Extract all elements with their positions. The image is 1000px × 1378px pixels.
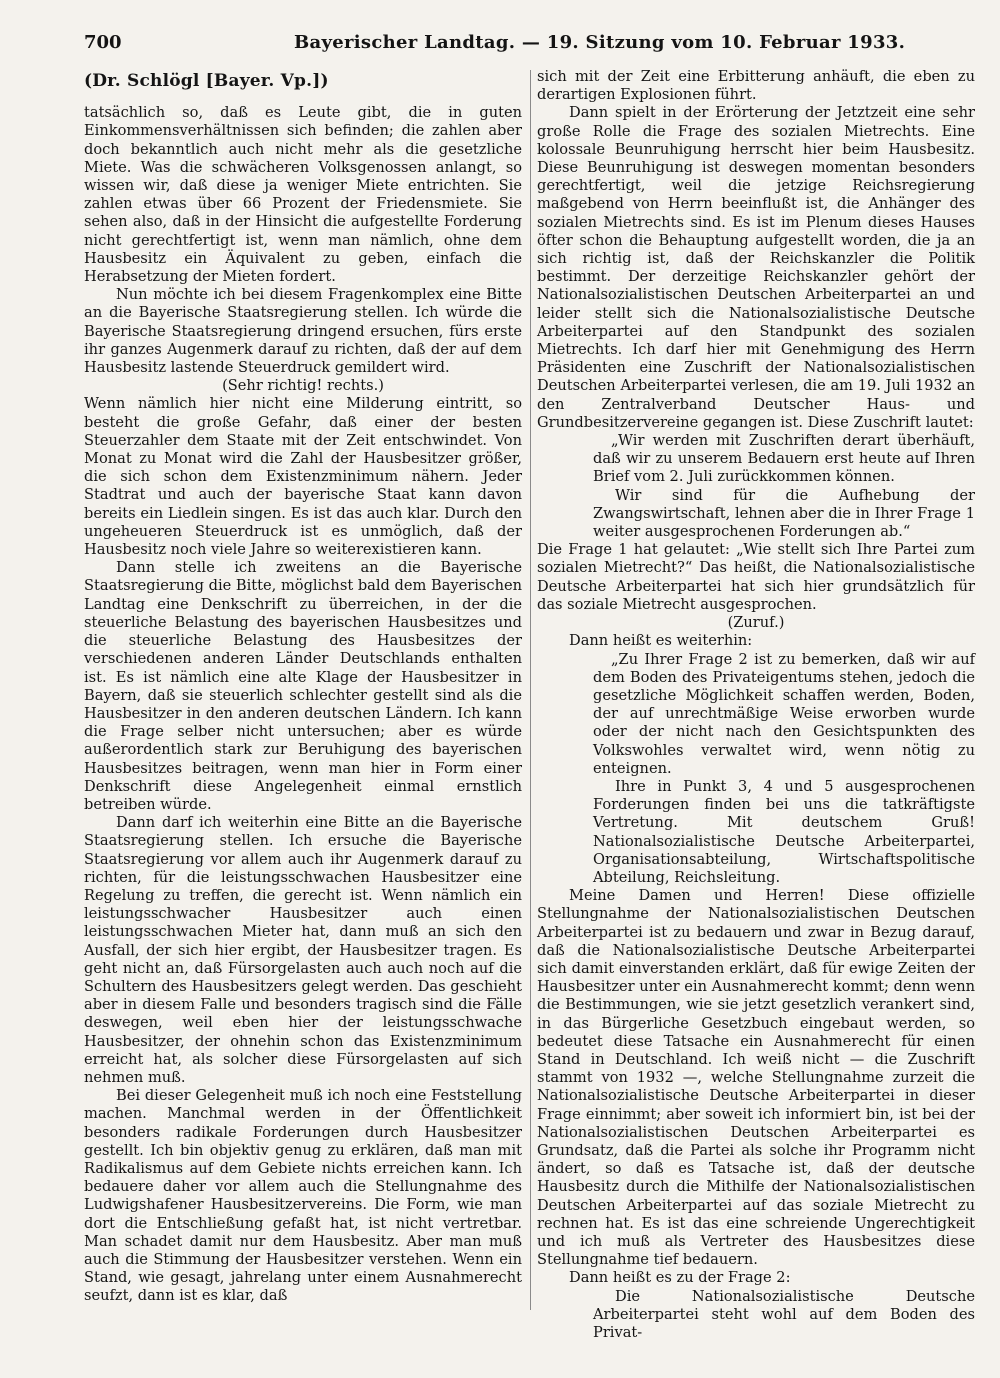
paragraph: Dann darf ich weiterhin eine Bitte an die Bayerische Staatsregierung stellen. Ich ersuche die Bayerische Staatsregierung vor allem auch ihr Augenmerk darauf zu richten, für die leistungsschwachen Hausbesitzer eine Regelung zu treffen, die gerecht ist. Wenn nämlich ein leistungsschwacher Hausbesitzer auch einen leistungsschwachen Mieter hat, dann muß an sich den Ausfall, der sich hier ergibt, der Hausbesitzer tragen. Es geht nicht an, daß Fürsorgelasten auch auch noch auf die Schultern des Hausbesitzers gelegt werden. Das geschieht aber in diesem Falle und besonders tragisch sind die Fälle deswegen, weil eben hier der leistungsschwache Hausbesitzer, der ohnehin schon das Existenzminimum erreicht hat, als solcher diese Fürsorgelasten auf sich nehmen muß. — [84, 814, 522, 1086]
quoted-paragraph: „Wir werden mit Zuschriften derart überhäuft, daß wir zu unserem Bedauern erst heute auf Ihren Brief vom 2. Juli zurückkommen können. — [593, 432, 975, 486]
paragraph: Dann heißt es zu der Frage 2: — [569, 1269, 791, 1287]
paragraph: Dann heißt es weiterhin: — [569, 632, 753, 650]
quoted-paragraph: Ihre in Punkt 3, 4 und 5 ausgesprochenen Forderungen finden bei uns die tatkräftigste Vertretung. Mit deutschem Gruß! Nationalsozialistische Deutsche Arbeiterpartei, Organisationsabteilung, Wirtschaftspolitische Abteilung, Reichsleitung. — [593, 777, 975, 886]
quoted-paragraph: Die Nationalsozialistische Deutsche Arbeiterpartei steht wohl auf dem Boden des Privat- — [593, 1287, 975, 1342]
right-column — [537, 68, 975, 1342]
paragraph: sich mit der Zeit eine Erbitterung anhäuft, die eben zu derartigen Explosionen führt. — [537, 68, 975, 104]
speaker-label: (Dr. Schlögl [Bayer. Vp.]) — [84, 71, 329, 91]
paragraph: Dann stelle ich zweitens an die Bayerische Staatsregierung die Bitte, möglichst bald dem Bayerischen Landtag eine Denkschrift zu überreichen, in der die steuerliche Belastung des bayerischen Hausbesitzes und die steuerliche Belastung des Hausbesitzes der verschiedenen anderen Länder Deutschlands enthalten ist. Es ist nämlich eine alte Klage der Hausbesitzer in Bayern, daß sie steuerlich schlechter gestellt sind als die Hausbesitzer in den anderen deutschen Ländern. Ich kann die Frage selber nicht untersuchen; aber es würde außerordentlich stark zur Beruhigung des bayerischen Hausbesitzes beitragen, wenn man hier in Form einer Denkschrift diese Angelegenheit einmal ernstlich betreiben würde. — [84, 559, 523, 813]
paragraph: Bei dieser Gelegenheit muß ich noch eine Feststellung machen. Manchmal werden in der Öffentlichkeit besonders radikale Forderungen durch Hausbesitzer gestellt. Ich bin objektiv genug zu erklären, daß man mit Radikalismus auf dem Gebiete nichts erreichen kann. Ich bedauere daher vor allem auch die Stellungnahme des Ludwigshafener Hausbesitzervereins. Die Form, wie man dort die Entschließung gefaßt hat, ist nicht vertretbar. Man schadet damit nur dem Hausbesitz. Aber man muß auch die Stimmung der Hausbesitzer verstehen. Wenn ein Stand, wie gesagt, jahrelang unter einem Ausnahmerecht seufzt, dann ist es klar, daß — [84, 1087, 522, 1305]
quoted-paragraph: „Zu Ihrer Frage 2 ist zu bemerken, daß wir auf dem Boden des Privateigentums stehen, jedoch die gesetzliche Möglichkeit schaffen werden, Boden, der auf unrechtmäßige Weise erworben wurde oder der nicht nach den Gesichtspunkten des Volkswohles verwaltet wird, wenn nötig zu enteignen. — [593, 650, 975, 777]
paragraph: Meine Damen und Herren! Diese offizielle Stellungnahme der Nationalsozialistischen Deutschen Arbeiterpartei ist zu bedauern und zwar in Bezug darauf, daß die Nationalsozialistische Deutsche Arbeiterpartei sich damit einverstanden erklärt, daß für ewige Zeiten der Hausbesitzer unter ein Ausnahmerecht kommt; denn wenn die Bestimmungen, wie sie jetzt gesetzlich verankert sind, in das Bürgerliche Gesetzbuch eingebaut werden, so bedeutet diese Tatsache ein Ausnahmerecht für einen Stand in Deutschland. Ich weiß nicht — die Zuschrift stammt von 1932 —, welche Stellungnahme zurzeit die Nationalsozialistische Deutsche Arbeiterpartei in dieser Frage einnimmt; aber soweit ich informiert bin, ist bei der Nationalsozialistischen Deutschen Arbeiterpartei es Grundsatz, daß die Partei als solche ihr Programm nicht ändert, so daß es Tatsache ist, daß der deutsche Hausbesitz durch die Mithilfe der Nationalsozialistischen Deutschen Arbeiterpartei auf das soziale Mietrecht zu rechnen hat. Es ist das eine schreiende Ungerechtigkeit und ich muß als Vertreter des Hausbesitzes diese Stellungnahme tief bedauern. — [537, 887, 975, 1269]
page-header — [84, 28, 906, 54]
paragraph: tatsächlich so, daß es Leute gibt, die in guten Einkommensverhältnissen sich befinden; die zahlen aber doch bekanntlich auch nicht mehr als die gesetzliche Miete. Was die schwächeren Volksgenossen anlangt, so wissen wir, daß diese ja weniger Miete entrichten. Sie zahlen etwas über 66 Prozent der Friedensmiete. Sie sehen also, daß in der Hinsicht die aufgestellte Forderung nicht gerechtfertigt ist, wenn man nämlich, ohne dem Hausbesitz ein Äquivalent zu geben, einfach die Herabsetzung der Mieten fordert. — [84, 104, 522, 286]
interjection: (Sehr richtig! rechts.) — [222, 377, 384, 395]
column-divider — [530, 70, 531, 1310]
left-column — [84, 68, 522, 1306]
paragraph: Nun möchte ich bei diesem Fragenkomplex eine Bitte an die Bayerische Staatsregierung stellen. Ich würde die Bayerische Staatsregierung dringend ersuchen, fürs erste ihr ganzes Augenmerk darauf zu richten, daß der auf dem Hausbesitz lastende Steuerdruck gemildert wird. — [84, 286, 522, 377]
paragraph: Dann spielt in der Erörterung der Jetztzeit eine sehr große Rolle die Frage des sozialen Mietrechts. Eine kolossale Beunruhigung herrscht hier beim Hausbesitz. Diese Beunruhigung ist deswegen momentan besonders gerechtfertigt, weil die jetzige Reichsregierung maßgebend von Herrn beeinflußt ist, die Anhänger des sozialen Mietrechts sind. Es ist im Plenum dieses Hauses öfter schon die Behauptung aufgestellt worden, die ja an sich richtig ist, daß der Reichskanzler die Politik bestimmt. Der derzeitige Reichskanzler gehört der Nationalsozialistischen Deutschen Arbeiterpartei an und leider stellt sich die Nationalsozialistische Deutsche Arbeiterpartei auf den Standpunkt des sozialen Mietrechts. Ich darf hier mit Genehmigung des Herrn Präsidenten eine Zuschrift der Nationalsozialistischen Deutschen Arbeiterpartei verlesen, die am 19. Juli 1932 an den Zentralverband Deutscher Haus- und Grundbesitzervereine gegangen ist. Diese Zuschrift lautet: — [537, 104, 975, 431]
paragraph: Wenn nämlich hier nicht eine Milderung eintritt, so besteht die große Gefahr, daß einer der besten Steuerzahler dem Staate mit der Zeit entschwindet. Von Monat zu Monat wird die Zahl der Hausbesitzer größer, die sich schon dem Existenzminimum nähern. Jeder Stadtrat und auch der bayerische Staat kann davon bereits ein Liedlein singen. Es ist das auch klar. Durch den ungeheueren Steuerdruck ist es unmöglich, daß der Hausbesitz noch viele Jahre so weiterexistieren kann. — [84, 395, 522, 559]
page-number: 700 — [84, 32, 122, 53]
quoted-paragraph: Wir sind für die Aufhebung der Zwangswirtschaft, lehnen aber die in Ihrer Frage 1 weiter ausgesprochenen Forderungen ab.“ — [593, 486, 975, 541]
paragraph: Die Frage 1 hat gelautet: „Wie stellt sich Ihre Partei zum sozialen Mietrecht?“ Das heißt, die Nationalsozialistische Deutsche Arbeiterpartei hat sich hier grundsätzlich für das soziale Mietrecht ausgesprochen. — [537, 541, 975, 613]
running-head: Bayerischer Landtag. — 19. Sitzung vom 10. Februar 1933. — [294, 32, 906, 53]
interjection: (Zuruf.) — [727, 614, 785, 632]
